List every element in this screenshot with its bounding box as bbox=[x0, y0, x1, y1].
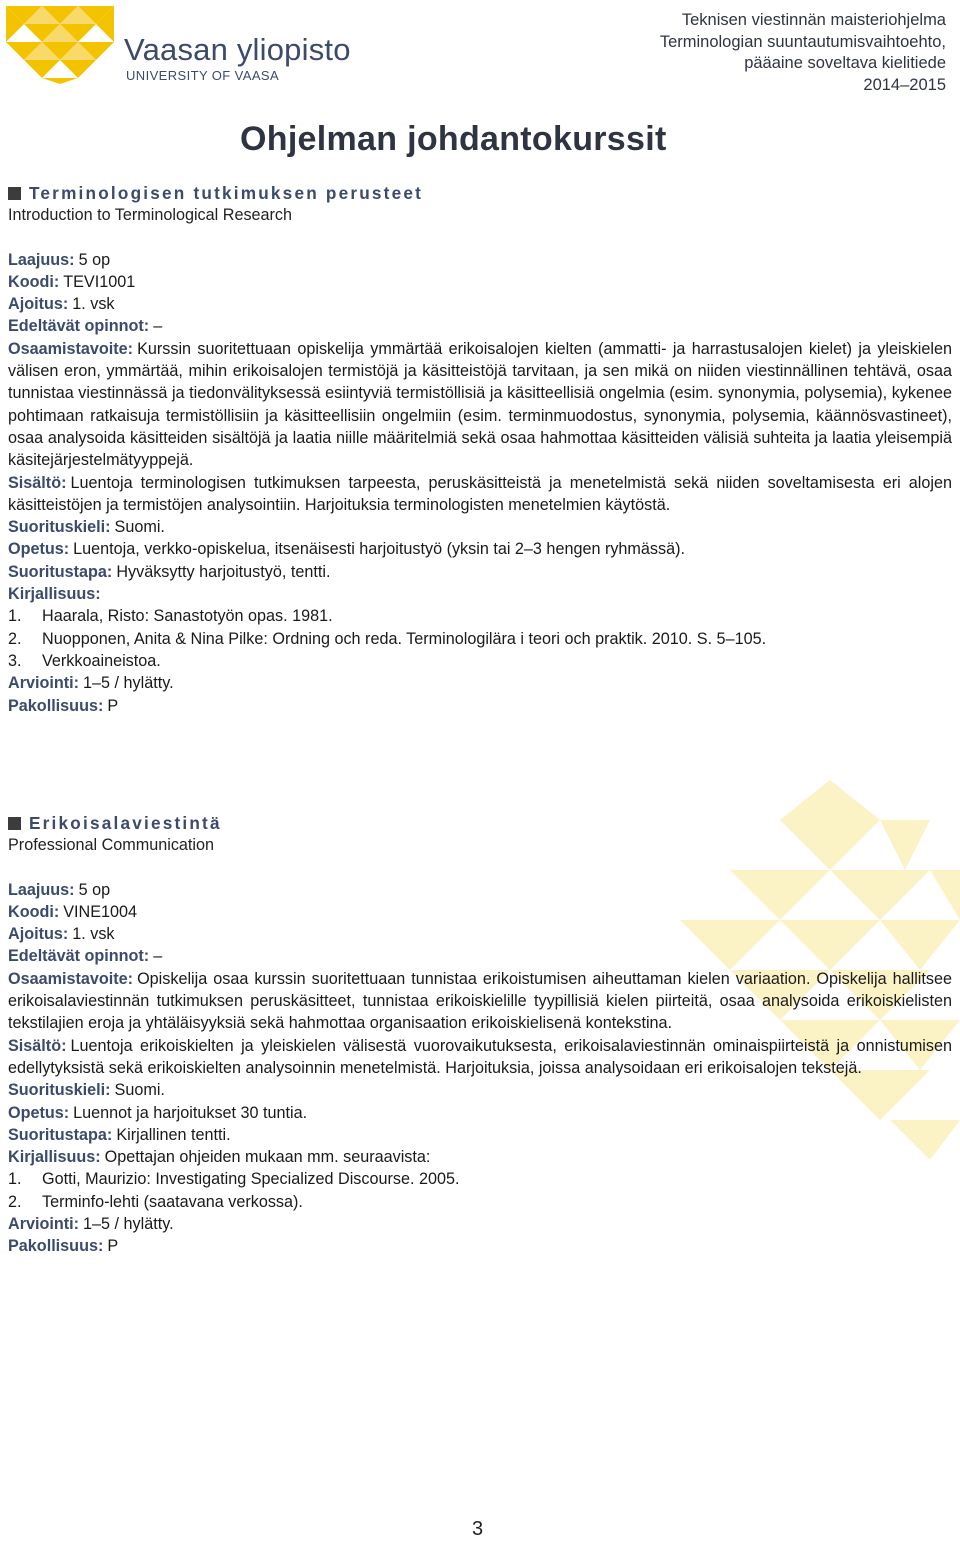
suoritustapa-value: Kirjallinen tentti. bbox=[116, 1125, 231, 1144]
suorituskieli-label: Suorituskieli: bbox=[8, 518, 111, 537]
pakollisuus-label: Pakollisuus: bbox=[8, 696, 104, 715]
osaamistavoite-label: Osaamistavoite: bbox=[8, 339, 134, 358]
literature-number: 1. bbox=[8, 1170, 22, 1189]
arviointi-label: Arviointi: bbox=[8, 1215, 80, 1234]
ajoitus-row bbox=[8, 293, 952, 315]
suorituskieli-row bbox=[8, 516, 952, 538]
laajuus-label: Laajuus: bbox=[8, 880, 75, 899]
arviointi-row bbox=[8, 672, 952, 694]
logo-mark-icon bbox=[6, 6, 116, 84]
literature-text: Gotti, Maurizio: Investigating Specialized Discourse. 2005. bbox=[42, 1170, 460, 1189]
ajoitus-row bbox=[8, 923, 952, 945]
koodi-label: Koodi: bbox=[8, 902, 60, 921]
program-header bbox=[660, 10, 946, 96]
edeltavat-row bbox=[8, 945, 952, 967]
osaamistavoite-text: Opiskelija osaa kurssin suoritettuaan tunnistaa erikoistumisen aiheuttaman kielen variaation. Opiskelija hallitsee erikoisalaviestinnän tutkimuksen peruskäsitteet, tunnistaa erikoiskielille tyypillisiä kielen piirteitä, osaa analysoida erikoiskielisten tekstilajien eroja ja yhtäläisyyksiä sekä hahmottaa organisaation erikoiskielisenä kontekstina. bbox=[8, 969, 952, 1033]
square-bullet-icon bbox=[8, 817, 21, 830]
header-line-1: Teknisen viestinnän maisteriohjelma bbox=[681, 11, 946, 29]
opetus-row bbox=[8, 538, 952, 560]
koodi-row bbox=[8, 901, 952, 923]
arviointi-row bbox=[8, 1213, 952, 1235]
literature-text: Verkkoaineistoa. bbox=[42, 651, 161, 670]
laajuus-label: Laajuus: bbox=[8, 250, 75, 269]
suorituskieli-value: Suomi. bbox=[114, 1081, 165, 1100]
edeltavat-value: – bbox=[153, 947, 163, 966]
sisalto-label: Sisältö: bbox=[8, 473, 67, 492]
pakollisuus-row bbox=[8, 1235, 952, 1257]
literature-text: Terminfo-lehti (saatavana verkossa). bbox=[42, 1192, 303, 1211]
literature-list bbox=[8, 1168, 952, 1213]
literature-number: 3. bbox=[8, 651, 22, 670]
logo-name: Vaasan yliopisto bbox=[124, 32, 351, 67]
arviointi-value: 1–5 / hylätty. bbox=[83, 1215, 174, 1234]
osaamistavoite-row bbox=[8, 338, 952, 472]
suoritustapa-label: Suoritustapa: bbox=[8, 1125, 113, 1144]
literature-item bbox=[8, 628, 952, 650]
koodi-label: Koodi: bbox=[8, 272, 60, 291]
edeltavat-label: Edeltävät opinnot: bbox=[8, 947, 150, 966]
literature-number: 1. bbox=[8, 607, 22, 626]
page-number: 3 bbox=[472, 1518, 484, 1540]
course-name: Terminologisen tutkimuksen perusteet bbox=[29, 183, 424, 203]
suorituskieli-row bbox=[8, 1079, 952, 1101]
laajuus-value: 5 op bbox=[78, 250, 111, 269]
suorituskieli-label: Suorituskieli: bbox=[8, 1081, 111, 1100]
ajoitus-label: Ajoitus: bbox=[8, 925, 69, 944]
sisalto-label: Sisältö: bbox=[8, 1036, 67, 1055]
sisalto-text: Luentoja erikoiskielten ja yleiskielen välisestä vuorovaikutuksesta, erikoisalaviestinnän ominaispiirteistä ja onnistumisen edellytyksistä sekä erikoiskielten analysoinnin menetelmistä. Harjoituksia, joissa analysoidaan eri erikoisalojen tekstejä. bbox=[8, 1036, 952, 1077]
edeltavat-label: Edeltävät opinnot: bbox=[8, 317, 150, 336]
sisalto-row bbox=[8, 472, 952, 517]
opetus-value: Luennot ja harjoitukset 30 tuntia. bbox=[73, 1103, 308, 1122]
pakollisuus-value: P bbox=[107, 1237, 119, 1256]
literature-item bbox=[8, 605, 952, 627]
arviointi-value: 1–5 / hylätty. bbox=[83, 674, 174, 693]
koodi-row bbox=[8, 271, 952, 293]
course-section bbox=[8, 182, 952, 717]
sisalto-text: Luentoja terminologisen tutkimuksen tarpeesta, peruskäsitteistä ja menetelmistä sekä niiden soveltamisesta eri alojen käsitteistöjen ja termistöjen analysointiin. Harjoituksia terminologisten menetelmien käytöstä. bbox=[8, 473, 952, 514]
course-heading bbox=[8, 182, 952, 204]
literature-item bbox=[8, 650, 952, 672]
ajoitus-label: Ajoitus: bbox=[8, 295, 69, 314]
literature-text: Nuopponen, Anita & Nina Pilke: Ordning och reda. Terminologilära i teori och praktik. 2010. S. 5–105. bbox=[42, 629, 767, 648]
opetus-label: Opetus: bbox=[8, 1103, 70, 1122]
laajuus-row bbox=[8, 249, 952, 271]
edeltavat-row bbox=[8, 315, 952, 337]
course-name: Erikoisalaviestintä bbox=[29, 813, 222, 833]
koodi-value: VINE1004 bbox=[63, 902, 138, 921]
laajuus-value: 5 op bbox=[78, 880, 111, 899]
suoritustapa-row bbox=[8, 561, 952, 583]
sisalto-row bbox=[8, 1035, 952, 1080]
opetus-row bbox=[8, 1102, 952, 1124]
literature-number: 2. bbox=[8, 629, 22, 648]
header-line-3: pääaine soveltava kielitiede bbox=[744, 54, 946, 72]
ajoitus-value: 1. vsk bbox=[72, 925, 115, 944]
edeltavat-value: – bbox=[153, 317, 163, 336]
suoritustapa-label: Suoritustapa: bbox=[8, 562, 113, 581]
kirjallisuus-row bbox=[8, 583, 952, 605]
pakollisuus-value: P bbox=[107, 696, 119, 715]
logo-name-en: UNIVERSITY OF VAASA bbox=[126, 68, 280, 83]
header-line-4: 2014–2015 bbox=[863, 75, 946, 94]
koodi-value: TEVI1001 bbox=[63, 272, 136, 291]
osaamistavoite-label: Osaamistavoite: bbox=[8, 969, 134, 988]
suorituskieli-value: Suomi. bbox=[114, 518, 165, 537]
pakollisuus-row bbox=[8, 695, 952, 717]
literature-list bbox=[8, 605, 952, 672]
header-line-2: Terminologian suuntautumisvaihtoehto, bbox=[659, 32, 946, 51]
literature-item bbox=[8, 1168, 952, 1190]
course-name-en: Introduction to Terminological Research bbox=[8, 206, 293, 225]
kirjallisuus-label: Kirjallisuus: bbox=[8, 1148, 101, 1167]
course-name-en: Professional Communication bbox=[8, 836, 215, 855]
literature-item bbox=[8, 1191, 952, 1213]
course-heading bbox=[8, 812, 952, 834]
arviointi-label: Arviointi: bbox=[8, 674, 80, 693]
osaamistavoite-row bbox=[8, 968, 952, 1035]
pakollisuus-label: Pakollisuus: bbox=[8, 1237, 104, 1256]
opetus-label: Opetus: bbox=[8, 540, 70, 559]
suoritustapa-value: Hyväksytty harjoitustyö, tentti. bbox=[116, 562, 331, 581]
page-title: Ohjelman johdantokurssit bbox=[240, 120, 667, 158]
kirjallisuus-value: Opettajan ohjeiden mukaan mm. seuraavista: bbox=[104, 1148, 431, 1167]
literature-number: 2. bbox=[8, 1192, 22, 1211]
literature-text: Haarala, Risto: Sanastotyön opas. 1981. bbox=[42, 607, 333, 626]
ajoitus-value: 1. vsk bbox=[72, 295, 115, 314]
university-logo bbox=[6, 6, 386, 84]
square-bullet-icon bbox=[8, 187, 21, 200]
kirjallisuus-row bbox=[8, 1146, 952, 1168]
course-section bbox=[8, 812, 952, 1258]
laajuus-row bbox=[8, 879, 952, 901]
osaamistavoite-text: Kurssin suoritettuaan opiskelija ymmärtää erikoisalojen kielten (ammatti- ja harrastusalojen kielet) ja yleiskielen välisen eron, ymmärtää, mihin erikoisalojen termistöjä ja käsitteistöjä tarvitaan, ja sen mikä on niiden viestinnällinen tehtävä, osaa tunnistaa viestinnässä ja tiedonvälityksessä esiintyviä termistöllisiä ja käsitteellisiä ongelmia (esim. synonymia, polysemia), kykenee pohtimaan ratkaisuja termistöllisiin ja käsitteellisiin ongelmiin (esim. terminmuodostus, synonymia, polysemia, käännösvastineet), osaa analysoida käsitteiden sisältöjä ja laatia niille määritelmiä sekä osaa hahmottaa käsitteiden välisiä suhteita ja laatia yleisempiä käsitejärjestelmätyyppejä. bbox=[8, 339, 952, 470]
opetus-value: Luentoja, verkko-opiskelua, itsenäisesti harjoitustyö (yksin tai 2–3 hengen ryhmässä). bbox=[73, 540, 686, 559]
suoritustapa-row bbox=[8, 1124, 952, 1146]
kirjallisuus-label: Kirjallisuus: bbox=[8, 585, 101, 604]
